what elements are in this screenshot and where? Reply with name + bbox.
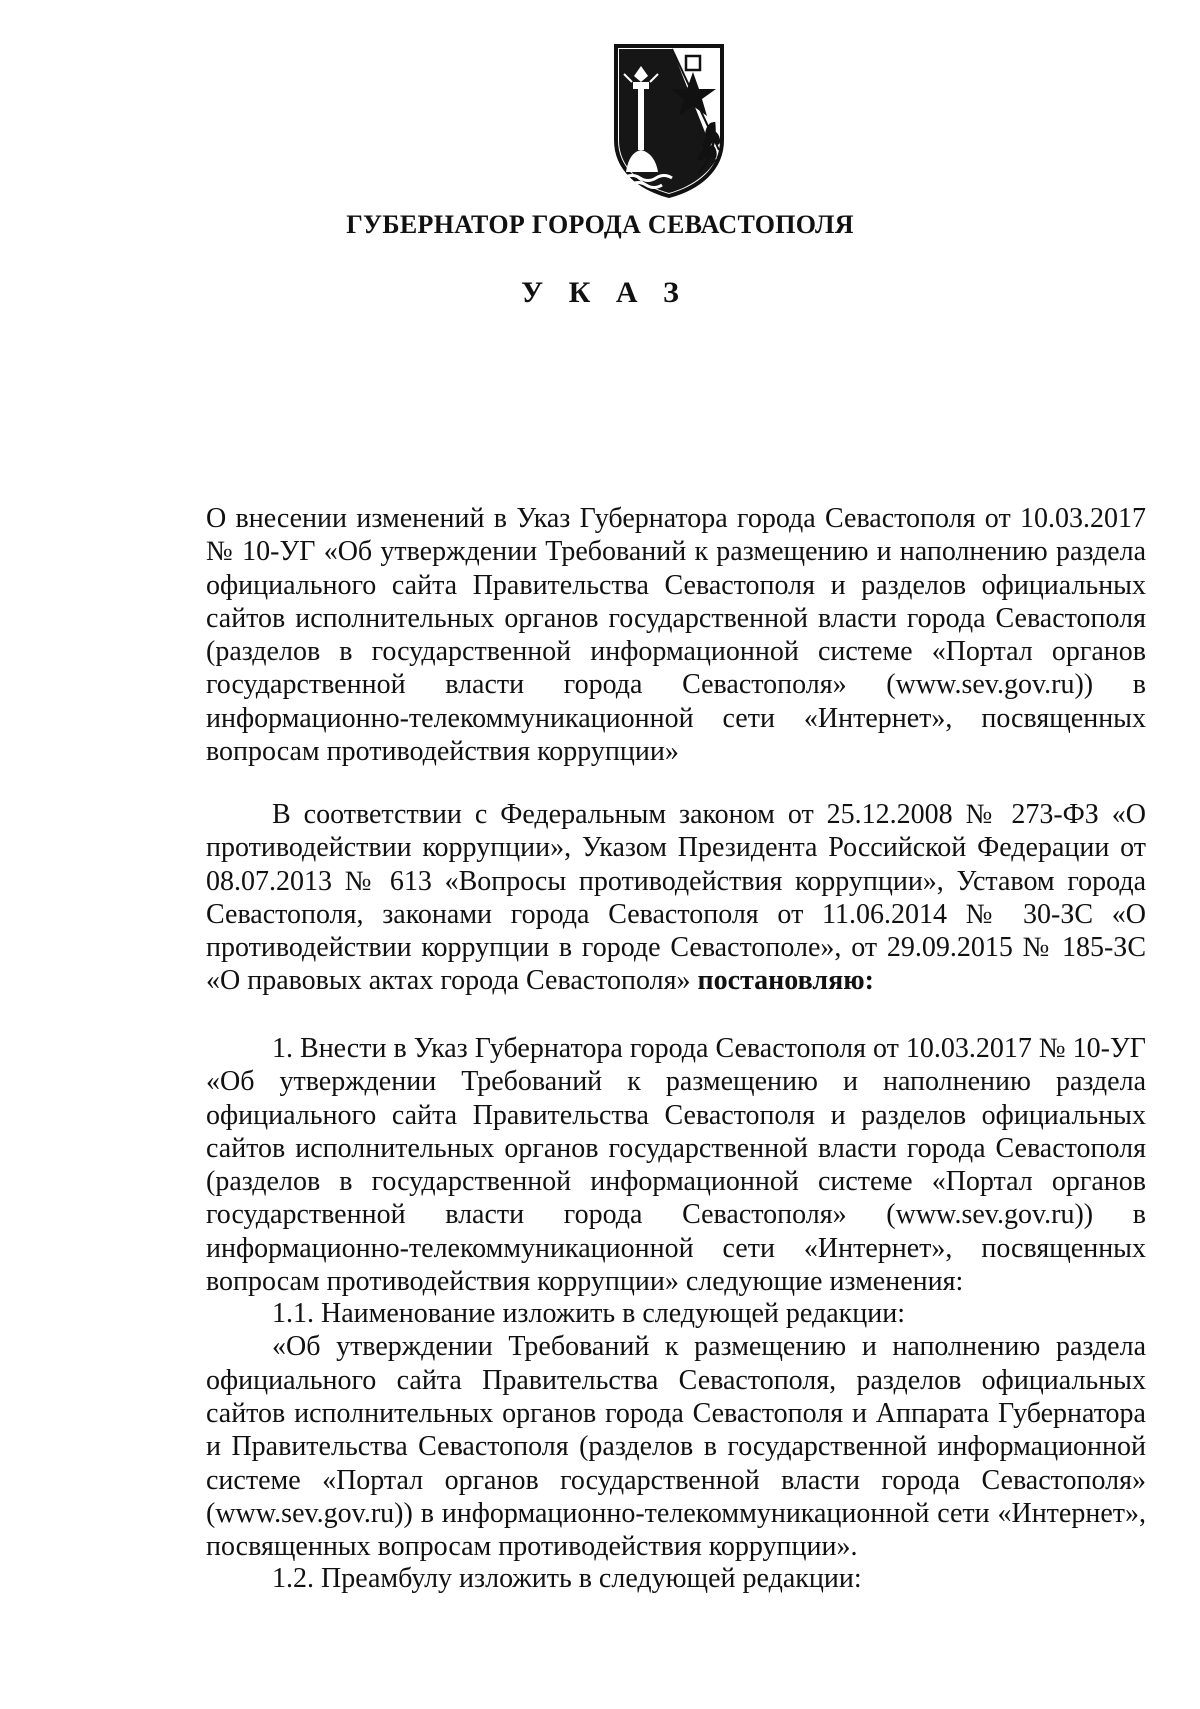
clause-1-2: 1.2. Преамбулу изложить в следующей редакции: bbox=[272, 1563, 862, 1595]
preamble-text: В соответствии с Федеральным законом от 25.12.2008 № 273-ФЗ «О противодействии коррупции», Указом Президента Российской Федерации от 08.07.2013 № 613 «Вопросы противодействия коррупции», Уставом города Севастополя, законами города Севастополя от 11.06.2014 № 30-ЗС «О противодействии коррупции в городе Севастополе», от 29.09.2015 № 185-ЗС «О правовых актах города Севастополя» bbox=[206, 799, 1146, 997]
decree-title bbox=[206, 502, 1146, 768]
document-type: У К А З bbox=[521, 276, 688, 309]
decree-word: постановляю: bbox=[697, 965, 874, 997]
sevastopol-coat-of-arms-icon bbox=[612, 42, 726, 198]
clause-1: 1. Внести в Указ Губернатора города Севастополя от 10.03.2017 № 10-УГ «Об утверждении Требований к размещению и наполнению раздела официального сайта Правительства Севастополя и разделов официальных сайтов исполнительных органов государственной власти города Севастополя (разделов в государственной информационной системе «Портал органов государственной власти города Севастополя» (www.sev.gov.ru)) в информационно-телекоммуникационной сети «Интернет», посвященных вопросам противодействия коррупции» следующие изменения: bbox=[206, 1033, 1146, 1298]
clause-1-1: 1.1. Наименование изложить в следующей редакции: bbox=[272, 1298, 905, 1330]
preamble bbox=[206, 798, 1146, 998]
issuing-authority: ГУБЕРНАТОР ГОРОДА СЕВАСТОПОЛЯ bbox=[346, 210, 854, 239]
decree-title-text: О внесении изменений в Указ Губернатора города Севастополя от 10.03.2017 № 10-УГ «Об утверждении Требований к размещению и наполнению раздела официального сайта Правительства Севастополя и разделов официальных сайтов исполнительных органов государственной власти города Севастополя (разделов в государственной информационной системе «Портал органов государственной власти города Севастополя» (www.sev.gov.ru)) в информационно-телекоммуникационной сети «Интернет», посвященных вопросам противодействия коррупции» bbox=[206, 503, 1146, 768]
preamble-paragraph bbox=[206, 798, 1146, 998]
clause-1-1-text: «Об утверждении Требований к размещению и наполнению раздела официального сайта Правительства Севастополя, разделов официальных сайтов исполнительных органов города Севастополя и Аппарата Губернатора и Правительства Севастополя (разделов в государственной информационной системе «Портал органов государственной власти города Севастополя» (www.sev.gov.ru)) в информационно-телекоммуникационной сети «Интернет», посвященных вопросам противодействия коррупции». bbox=[206, 1331, 1146, 1563]
decree-clauses bbox=[206, 1032, 1146, 1595]
